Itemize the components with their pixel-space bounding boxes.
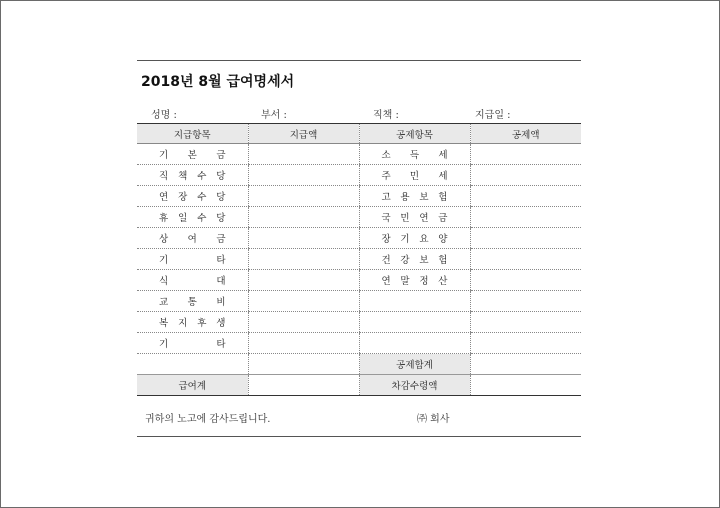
deduction-item-label [359, 291, 470, 312]
top-rule [137, 60, 581, 61]
payslip-sheet [137, 60, 581, 437]
pay-amount-cell [248, 207, 359, 228]
deduction-item-label: 소 득 세 [359, 144, 470, 165]
table-row [137, 312, 581, 333]
pay-amount-cell [248, 291, 359, 312]
company-name: ㈜ 회사 [417, 414, 450, 425]
pay-item-label: 복 지 후 생 [137, 312, 248, 333]
pay-amount-cell [248, 228, 359, 249]
table-row [137, 270, 581, 291]
deduction-item-label [359, 312, 470, 333]
net-pay-value [470, 375, 581, 396]
bottom-rule [137, 436, 581, 437]
pay-item-label: 휴 일 수 당 [137, 207, 248, 228]
thanks-message: 귀하의 노고에 감사드립니다. [145, 414, 271, 425]
deduction-amount-cell [470, 228, 581, 249]
payslip-table [137, 123, 581, 396]
deduction-amount-cell [470, 144, 581, 165]
deduction-item-label: 고 용 보 험 [359, 186, 470, 207]
net-pay-label: 차감수령액 [359, 375, 470, 396]
deduction-amount-cell [470, 312, 581, 333]
empty-cell [248, 354, 359, 375]
pay-amount-cell [248, 333, 359, 354]
table-row [137, 165, 581, 186]
header-deduction-amount: 공제액 [470, 124, 581, 144]
pay-item-label: 연 장 수 당 [137, 186, 248, 207]
table-row [137, 228, 581, 249]
pay-item-label: 직 책 수 당 [137, 165, 248, 186]
table-header-row [137, 124, 581, 144]
document-title: 2018년 8월 급여명세서 [141, 74, 295, 90]
table-row [137, 207, 581, 228]
gross-total-row [137, 375, 581, 396]
gross-total-label: 급여계 [137, 375, 248, 396]
deduction-total-row [137, 354, 581, 375]
deduction-item-label: 국 민 연 금 [359, 207, 470, 228]
footer [137, 396, 581, 436]
employee-info-row [137, 103, 581, 123]
deduction-amount-cell [470, 249, 581, 270]
pay-item-label: 교 통 비 [137, 291, 248, 312]
header-deduction-item: 공제항목 [359, 124, 470, 144]
deduction-amount-cell [470, 333, 581, 354]
empty-cell [137, 354, 248, 375]
position-label: 직책 : [373, 110, 399, 121]
pay-item-label: 기 타 [137, 333, 248, 354]
deduction-amount-cell [470, 165, 581, 186]
deduction-item-label: 주 민 세 [359, 165, 470, 186]
pay-date-label: 지급일 : [475, 110, 511, 121]
pay-item-label: 식 대 [137, 270, 248, 291]
deduction-amount-cell [470, 186, 581, 207]
deduction-item-label: 건 강 보 험 [359, 249, 470, 270]
deduction-total-label: 공제합계 [359, 354, 470, 375]
table-row [137, 249, 581, 270]
pay-amount-cell [248, 165, 359, 186]
deduction-item-label: 장 기 요 양 [359, 228, 470, 249]
deduction-item-label [359, 333, 470, 354]
pay-amount-cell [248, 312, 359, 333]
header-pay-item: 지급항목 [137, 124, 248, 144]
header-pay-amount: 지급액 [248, 124, 359, 144]
pay-amount-cell [248, 270, 359, 291]
table-row [137, 186, 581, 207]
department-label: 부서 : [261, 110, 287, 121]
pay-amount-cell [248, 144, 359, 165]
gross-total-value [248, 375, 359, 396]
deduction-amount-cell [470, 207, 581, 228]
table-row [137, 291, 581, 312]
pay-amount-cell [248, 186, 359, 207]
pay-item-label: 상 여 금 [137, 228, 248, 249]
deduction-amount-cell [470, 291, 581, 312]
deduction-amount-cell [470, 270, 581, 291]
table-row [137, 144, 581, 165]
name-label: 성명 : [151, 110, 177, 121]
pay-item-label: 기 본 금 [137, 144, 248, 165]
deduction-item-label: 연 말 정 산 [359, 270, 470, 291]
deduction-total-value [470, 354, 581, 375]
pay-item-label: 기 타 [137, 249, 248, 270]
table-row [137, 333, 581, 354]
pay-amount-cell [248, 249, 359, 270]
